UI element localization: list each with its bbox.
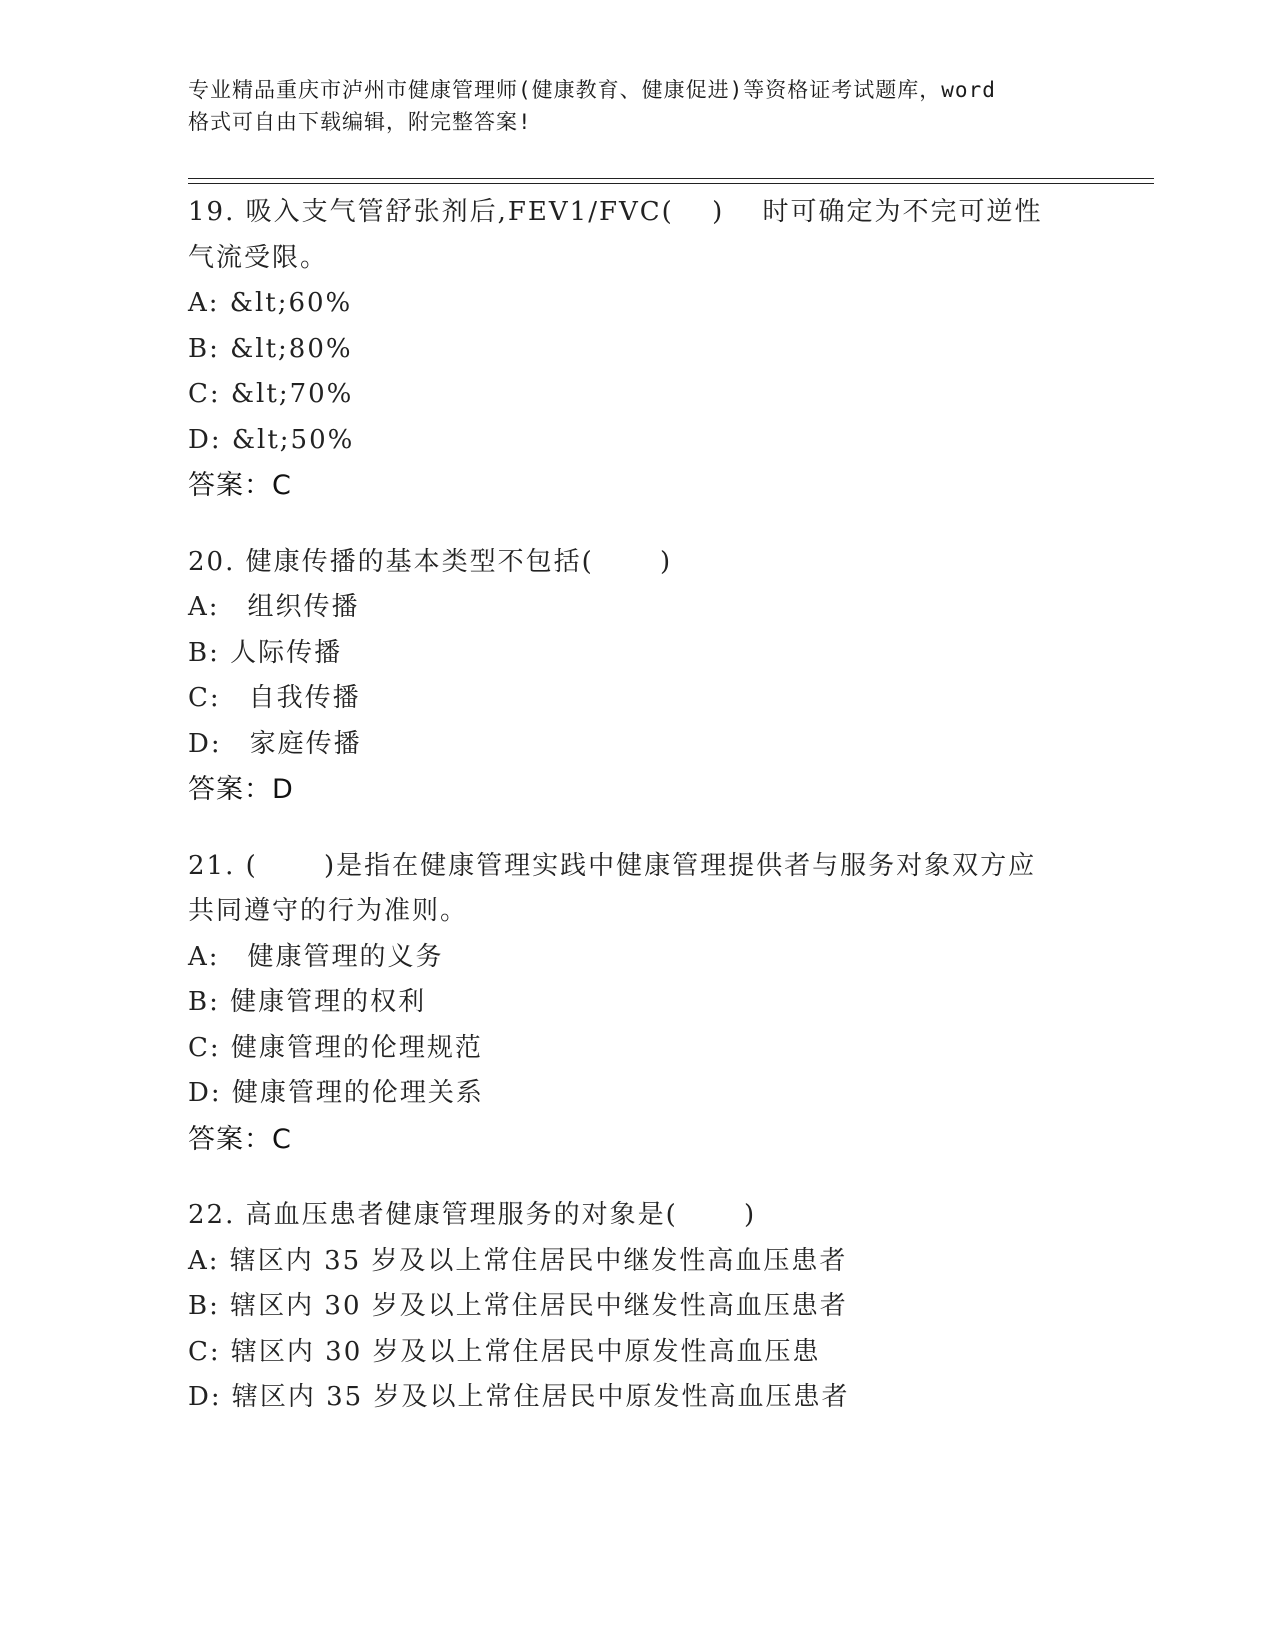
- answer-key: 答案：D: [188, 774, 294, 805]
- question-stem-continued: 共同遵守的行为准则。: [188, 896, 469, 926]
- question-stem: 20. 健康传播的基本类型不包括( ): [188, 546, 673, 577]
- option-d: D: 健康管理的伦理关系: [188, 1078, 484, 1108]
- answer-key: 答案：C: [188, 1123, 292, 1155]
- option-a: A: 组织传播: [188, 592, 360, 622]
- header-line-1: 专业精品重庆市泸州市健康管理师(健康教育、健康促进)等资格证考试题库，word: [188, 78, 996, 102]
- option-c: C: 辖区内 30 岁及以上常住居民中原发性高血压患: [188, 1336, 821, 1367]
- option-a: A: &lt;60%: [188, 288, 353, 318]
- document-header: [188, 74, 1088, 138]
- answer-key: 答案：C: [188, 470, 292, 501]
- option-c: C: &lt;70%: [188, 379, 354, 409]
- question-22: [188, 1193, 1088, 1421]
- question-stem: 22. 高血压患者健康管理服务的对象是( ): [188, 1200, 757, 1230]
- option-b: B: 人际传播: [188, 637, 343, 668]
- question-stem: 19. 吸入支气管舒张剂后,FEV1/FVC( ) 时可确定为不完可逆性: [188, 197, 1043, 227]
- option-d: D: &lt;50%: [188, 424, 355, 455]
- option-a: A: 健康管理的义务: [188, 941, 444, 972]
- question-stem-continued: 气流受限。: [188, 242, 329, 273]
- question-19: [188, 190, 1088, 509]
- option-c: C: 健康管理的伦理规范: [188, 1032, 483, 1063]
- option-b: B: 辖区内 30 岁及以上常住居民中继发性高血压患者: [188, 1291, 848, 1321]
- option-d: D: 家庭传播: [188, 728, 362, 759]
- header-line-2: 格式可自由下载编辑，附完整答案!: [188, 110, 532, 134]
- option-c: C: 自我传播: [188, 683, 361, 713]
- header-divider-bottom: [188, 183, 1154, 184]
- question-stem: 21. ( )是指在健康管理实践中健康管理提供者与服务对象双方应: [188, 850, 1037, 881]
- question-20: [188, 540, 1088, 813]
- question-list: [188, 190, 1088, 1452]
- option-b: B: &lt;80%: [188, 333, 353, 364]
- option-b: B: 健康管理的权利: [188, 987, 427, 1017]
- option-d: D: 辖区内 35 岁及以上常住居民中原发性高血压患者: [188, 1382, 850, 1412]
- header-divider-top: [188, 178, 1154, 179]
- question-21: [188, 844, 1088, 1163]
- option-a: A: 辖区内 35 岁及以上常住居民中继发性高血压患者: [188, 1245, 848, 1276]
